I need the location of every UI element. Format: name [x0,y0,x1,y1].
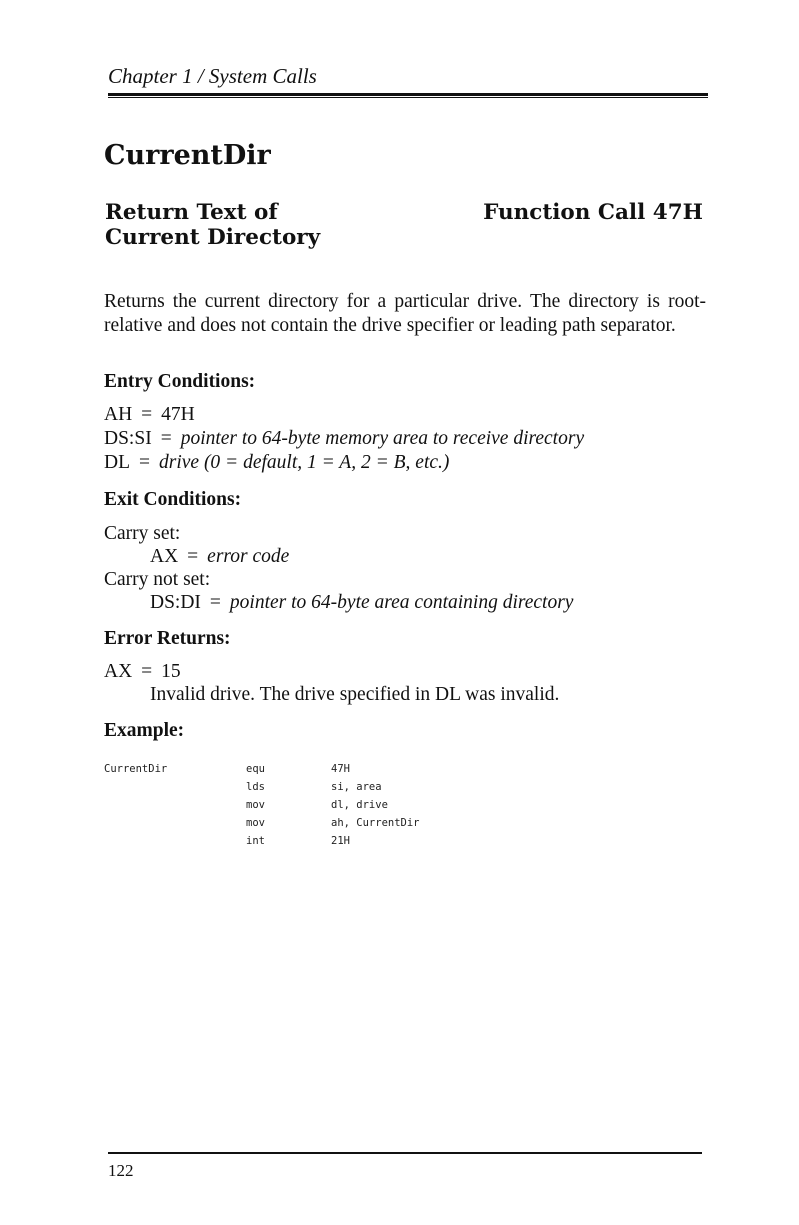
entry-eq: = [139,452,150,473]
entry-val: drive (0 = default, 1 = A, 2 = B, etc.) [159,452,450,473]
exit-eq: = [209,592,221,613]
entry-reg: DL [104,452,130,473]
error-eq: = [141,661,153,682]
subtitle-line-1: Return Text of [105,200,278,225]
exit-carry-not-set-line [150,592,573,614]
subtitle-line-2: Current Directory [105,225,321,250]
exit-carry-not-set: Carry not set: [104,569,211,590]
function-call-number: Function Call 47H [483,200,703,225]
exit-conditions-heading: Exit Conditions: [104,489,242,510]
description: Returns the current directory for a particular drive. The directory is root-relative and does not contain the drive specifier or leading path separator. [104,291,706,336]
error-line [104,661,181,683]
code-op: mov [246,817,265,829]
code-arg: 21H [331,835,350,847]
exit-reg: DS:DI [150,592,201,613]
page-number: 122 [108,1161,134,1180]
entry-line-ah [104,404,195,426]
error-val: 15 [161,661,181,682]
entry-val: 47H [161,404,195,425]
exit-reg: AX [150,546,179,567]
entry-eq: = [141,404,153,425]
entry-line-dl [104,452,449,474]
function-subtitle [105,200,320,250]
error-note: Invalid drive. The drive specified in DL was invalid. [150,684,560,705]
entry-line-dssi [104,428,584,450]
function-name: CurrentDir [104,140,271,171]
code-op: equ [246,763,265,775]
code-arg: dl, drive [331,799,388,811]
exit-val: error code [207,546,290,567]
entry-eq: = [160,428,172,449]
header-rule [108,93,708,96]
code-arg: si, area [331,781,382,793]
exit-eq: = [187,546,199,567]
header-rule-thin [108,97,708,98]
entry-val: pointer to 64-byte memory area to receive directory [180,428,585,449]
chapter-header: Chapter 1 / System Calls [108,64,317,88]
code-label: CurrentDir [104,763,168,775]
entry-conditions-heading: Entry Conditions: [104,371,256,392]
error-returns-heading: Error Returns: [104,628,231,649]
code-op: mov [246,799,265,811]
code-op: lds [246,781,265,793]
example-heading: Example: [104,720,185,741]
code-op: int [246,835,265,847]
exit-carry-set-line [150,546,289,568]
footer-rule [108,1152,702,1154]
code-arg: 47H [331,763,350,775]
entry-reg: AH [104,404,133,425]
code-arg: ah, CurrentDir [331,817,420,829]
exit-val: pointer to 64-byte area containing directory [229,592,574,613]
exit-carry-set: Carry set: [104,523,181,544]
error-reg: AX [104,661,133,682]
entry-reg: DS:SI [104,428,152,449]
